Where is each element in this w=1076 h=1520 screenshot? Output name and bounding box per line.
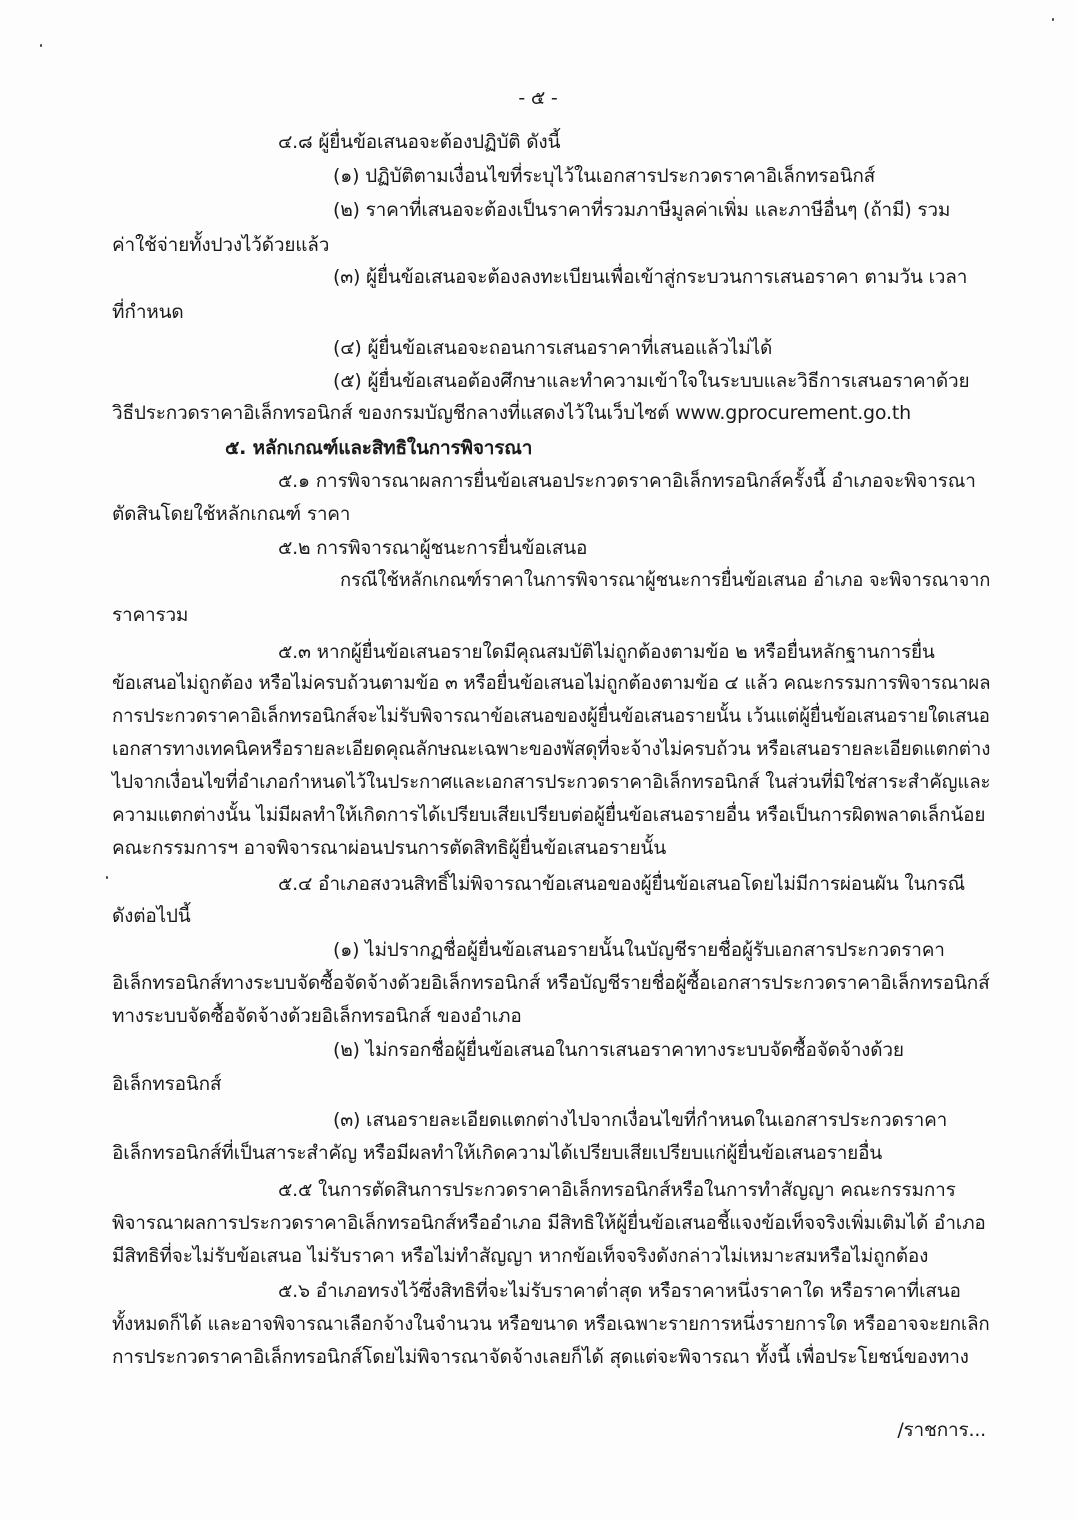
clause-5-4-item-1-line-3: ทางระบบจัดซื้อจัดจ้างด้วยอิเล็กทรอนิกส์ ของอำเภอ <box>112 1005 522 1027</box>
clause-4-8-item-3: (๓) ผู้ยื่นข้อเสนอจะต้องลงทะเบียนเพื่อเข้าสู่กระบวนการเสนอราคา ตามวัน เวลา <box>333 266 968 288</box>
clause-5-3-line-7: คณะกรรมการฯ อาจพิจารณาผ่อนปรนการตัดสิทธิผู้ยื่นข้อเสนอรายนั้น <box>112 837 666 859</box>
clause-5-1: ๕.๑ การพิจารณาผลการยื่นข้อเสนอประกวดราคาอิเล็กทรอนิกส์ครั้งนี้ อำเภอจะพิจารณา <box>278 470 976 492</box>
clause-5-3-line-2: ข้อเสนอไม่ถูกต้อง หรือไม่ครบถ้วนตามข้อ ๓ หรือยื่นข้อเสนอไม่ถูกต้องตามข้อ ๔ แล้ว คณะกรรมการพิจารณาผล <box>112 672 991 694</box>
clause-5-6: ๕.๖ อำเภอทรงไว้ซึ่งสิทธิที่จะไม่รับราคาต่ำสุด หรือราคาหนึ่งราคาใด หรือราคาที่เสนอ <box>278 1280 961 1302</box>
clause-5-3-line-5: ไปจากเงื่อนไขที่อำเภอกำหนดไว้ในประกาศและเอกสารประกวดราคาอิเล็กทรอนิกส์ ในส่วนที่มิใช่สาระสำคัญและ <box>112 771 991 793</box>
clause-5-4-item-2: (๒) ไม่กรอกชื่อผู้ยื่นข้อเสนอในการเสนอราคาทางระบบจัดซื้อจัดจ้างด้วย <box>333 1039 904 1061</box>
clause-5-4-item-1-line-2: อิเล็กทรอนิกส์ทางระบบจัดซื้อจัดจ้างด้วยอิเล็กทรอนิกส์ หรือบัญชีรายชื่อผู้ซื้อเอกสารประกวดราคาอิเล็กทรอนิกส์ <box>112 972 990 994</box>
clause-5-3-line-4: เอกสารทางเทคนิคหรือรายละเอียดคุณลักษณะเฉพาะของพัสดุที่จะจ้างไม่ครบถ้วน หรือเสนอรายละเอียดแตกต่าง <box>112 738 991 760</box>
clause-4-8-item-5: (๕) ผู้ยื่นข้อเสนอต้องศึกษาและทำความเข้าใจในระบบและวิธีการเสนอราคาด้วย <box>333 370 970 392</box>
clause-5-5: ๕.๕ ในการตัดสินการประกวดราคาอิเล็กทรอนิกส์หรือในการทำสัญญา คณะกรรมการ <box>278 1179 956 1201</box>
clause-5-4-item-1: (๑) ไม่ปรากฏชื่อผู้ยื่นข้อเสนอรายนั้นในบัญชีรายชื่อผู้รับเอกสารประกวดราคา <box>333 939 945 961</box>
clause-5-5-line-3: มีสิทธิที่จะไม่รับข้อเสนอ ไม่รับราคา หรือไม่ทำสัญญา หากข้อเท็จจริงดังกล่าวไม่เหมาะสมหรือไม่ถูกต้อง <box>112 1245 929 1267</box>
page-number: - ๕ - <box>518 87 558 109</box>
clause-5-5-line-2: พิจารณาผลการประกวดราคาอิเล็กทรอนิกส์หรืออำเภอ มีสิทธิให้ผู้ยื่นข้อเสนอชี้แจงข้อเท็จจริงเพิ่มเติมได้ อำเภอ <box>112 1212 986 1234</box>
clause-5-4-item-2-cont: อิเล็กทรอนิกส์ <box>112 1073 222 1095</box>
clause-5-4-item-3: (๓) เสนอรายละเอียดแตกต่างไปจากเงื่อนไขที่กำหนดในเอกสารประกวดราคา <box>333 1109 948 1131</box>
clause-4-8-heading: ๔.๘ ผู้ยื่นข้อเสนอจะต้องปฏิบัติ ดังนี้ <box>278 131 561 153</box>
clause-4-8-item-4: (๔) ผู้ยื่นข้อเสนอจะถอนการเสนอราคาที่เสนอแล้วไม่ได้ <box>333 337 773 359</box>
clause-4-8-item-1: (๑) ปฏิบัติตามเงื่อนไขที่ระบุไว้ในเอกสารประกวดราคาอิเล็กทรอนิกส์ <box>333 165 876 187</box>
clause-5-2: ๕.๒ การพิจารณาผู้ชนะการยื่นข้อเสนอ <box>278 537 588 559</box>
clause-5-3-line-6: ความแตกต่างนั้น ไม่มีผลทำให้เกิดการได้เปรียบเสียเปรียบต่อผู้ยื่นข้อเสนอรายอื่น หรือเป็นการผิดพลาดเล็กน้อย <box>112 804 986 826</box>
clause-5-3: ๕.๓ หากผู้ยื่นข้อเสนอรายใดมีคุณสมบัติไม่ถูกต้องตามข้อ ๒ หรือยื่นหลักฐานการยื่น <box>278 641 935 663</box>
clause-5-4: ๕.๔ อำเภอสงวนสิทธิ์ไม่พิจารณาข้อเสนอของผู้ยื่นข้อเสนอโดยไม่มีการผ่อนผัน ในกรณี <box>278 873 965 895</box>
clause-5-6-line-3: การประกวดราคาอิเล็กทรอนิกส์โดยไม่พิจารณาจัดจ้างเลยก็ได้ สุดแต่จะพิจารณา ทั้งนี้ เพื่อประโยชน์ของทาง <box>112 1346 969 1368</box>
scan-speck <box>40 44 42 47</box>
clause-5-4-item-3-cont: อิเล็กทรอนิกส์ที่เป็นสาระสำคัญ หรือมีผลทำให้เกิดความได้เปรียบเสียเปรียบแก่ผู้ยื่นข้อเสนอรายอื่น <box>112 1142 883 1164</box>
clause-4-8-item-5-cont: วิธีประกวดราคาอิเล็กทรอนิกส์ ของกรมบัญชีกลางที่แสดงไว้ในเว็บไซต์ www.gprocurement.go.th <box>112 402 911 424</box>
clause-4-8-item-2: (๒) ราคาที่เสนอจะต้องเป็นราคาที่รวมภาษีมูลค่าเพิ่ม และภาษีอื่นๆ (ถ้ามี) รวม <box>333 199 951 221</box>
clause-4-8-item-3-cont: ที่กำหนด <box>112 301 184 323</box>
clause-4-8-item-2-cont: ค่าใช้จ่ายทั้งปวงไว้ด้วยแล้ว <box>112 234 330 256</box>
clause-5-2-body: กรณีใช้หลักเกณฑ์ราคาในการพิจารณาผู้ชนะการยื่นข้อเสนอ อำเภอ จะพิจารณาจาก <box>340 569 991 591</box>
scan-speck <box>1052 18 1054 21</box>
section-5-heading: ๕. หลักเกณฑ์และสิทธิในการพิจารณา <box>225 437 533 459</box>
clause-5-3-line-3: การประกวดราคาอิเล็กทรอนิกส์จะไม่รับพิจารณาข้อเสนอของผู้ยื่นข้อเสนอรายนั้น เว้นแต่ผู้ยื่นข้อเสนอรายใดเสนอ <box>112 705 990 727</box>
clause-5-6-line-2: ทั้งหมดก็ได้ และอาจพิจารณาเลือกจ้างในจำนวน หรือขนาด หรือเฉพาะรายการหนึ่งรายการใด หรืออาจจะยกเลิก <box>112 1313 990 1335</box>
clause-5-2-body-cont: ราคารวม <box>112 604 189 626</box>
clause-5-1-cont: ตัดสินโดยใช้หลักเกณฑ์ ราคา <box>112 503 351 525</box>
clause-5-4-cont: ดังต่อไปนี้ <box>112 905 191 927</box>
continuation-footer: /ราชการ... <box>897 1419 986 1441</box>
scan-speck <box>106 876 108 879</box>
